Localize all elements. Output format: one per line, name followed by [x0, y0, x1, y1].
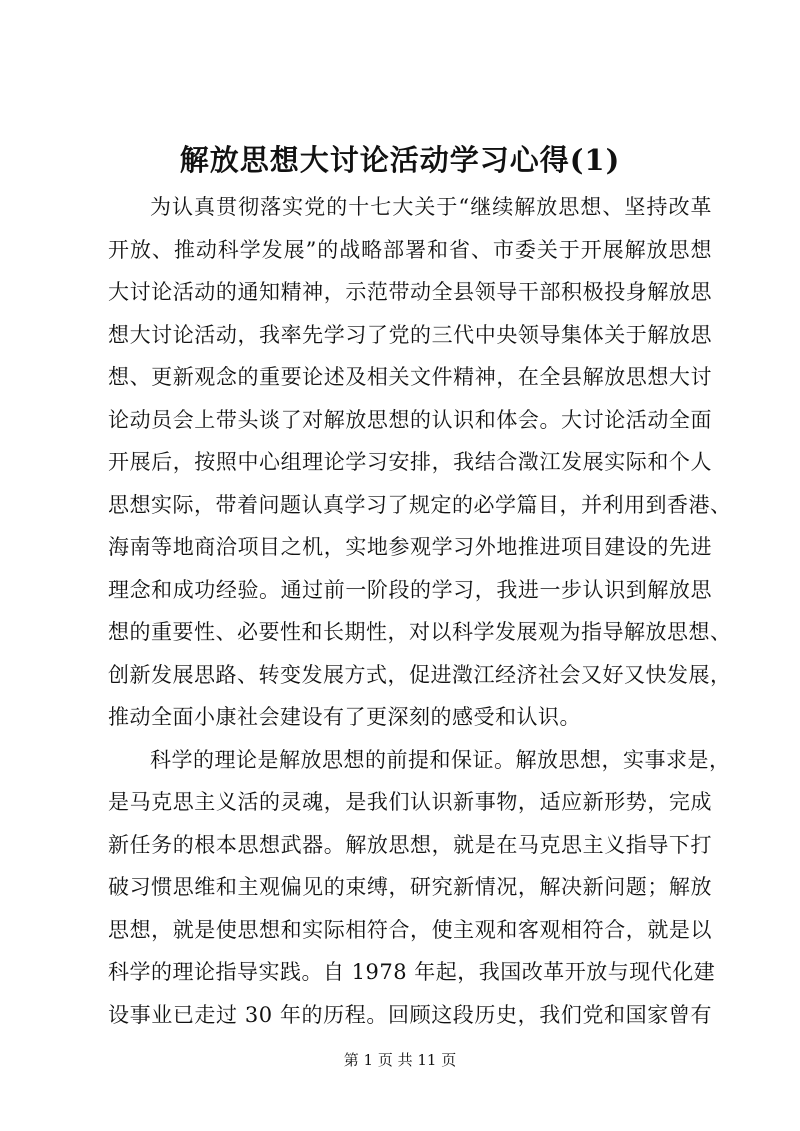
paragraph-1 [108, 186, 732, 739]
paragraph-line: 理念和成功经验。通过前一阶段的学习，我进一步认识到解放思 [108, 577, 712, 602]
document-body [108, 186, 732, 1036]
paragraph-line: 设事业已走过 30 年的历程。回顾这段历史，我们党和国家曾有 [108, 1002, 712, 1027]
paragraph-line: 新任务的根本思想武器。解放思想，就是在马克思主义指导下打 [108, 832, 712, 857]
paragraph-line: 大讨论活动的通知精神，示范带动全县领导干部积极投身解放思 [108, 280, 712, 304]
paragraph-line: 是马克思主义活的灵魂，是我们认识新事物，适应新形势，完成 [108, 790, 712, 814]
paragraph-line: 创新发展思路、转变发展方式，促进澂江经济社会又好又快发展， [108, 662, 732, 687]
paragraph-line: 海南等地商洽项目之机，实地参观学习外地推进项目建设的先进 [108, 535, 712, 559]
paragraph-line: 想大讨论活动，我率先学习了党的三代中央领导集体关于解放思 [108, 322, 712, 347]
paragraph-line: 为认真贯彻落实党的十七大关于“继续解放思想、坚持改革 [150, 195, 712, 219]
paragraph-line: 想的重要性、必要性和长期性，对以科学发展观为指导解放思想、 [108, 620, 732, 644]
paragraph-2 [108, 739, 731, 1037]
paragraph-line: 开放、推动科学发展”的战略部署和省、市委关于开展解放思想 [108, 237, 712, 262]
paragraph-line: 科学的理论指导实践。自 1978 年起，我国改革开放与现代化建 [108, 960, 716, 984]
paragraph-line: 推动全面小康社会建设有了更深刻的感受和认识。 [108, 705, 581, 729]
paragraph-line: 破习惯思维和主观偏见的束缚，研究新情况，解决新问题；解放 [108, 875, 712, 899]
paragraph-line: 思想实际，带着问题认真学习了规定的必学篇目，并利用到香港、 [108, 492, 732, 517]
page-number-footer: 第 1 页 共 11 页 [343, 1051, 457, 1069]
paragraph-line: 开展后，按照中心组理论学习安排，我结合澂江发展实际和个人 [108, 450, 712, 474]
paragraph-line: 思想，就是使思想和实际相符合，使主观和客观相符合，就是以 [108, 917, 712, 942]
paragraph-line: 论动员会上带头谈了对解放思想的认识和体会。大讨论活动全面 [108, 407, 712, 432]
paragraph-line: 科学的理论是解放思想的前提和保证。解放思想，实事求是， [150, 747, 731, 772]
document-title: 解放思想大讨论活动学习心得(1) [179, 143, 621, 177]
paragraph-line: 想、更新观念的重要论述及相关文件精神，在全县解放思想大讨 [108, 365, 712, 389]
